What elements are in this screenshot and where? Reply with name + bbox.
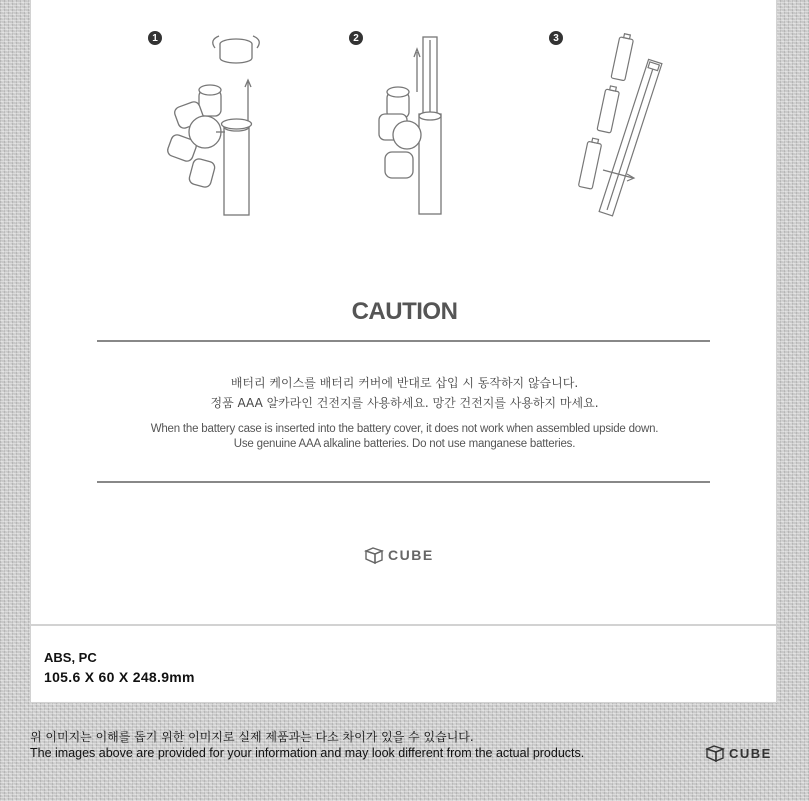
step-number-1: 1: [148, 31, 162, 45]
instruction-card: [30, 0, 777, 625]
caution-en-line-1: When the battery case is inserted into the battery cover, it does not work when assembled upside down.: [150, 423, 659, 435]
top-divider: [97, 340, 710, 342]
material-spec: ABS, PC: [44, 650, 97, 665]
footer-cube-logo: CUBE: [704, 743, 772, 763]
step-number-2: 2: [349, 31, 363, 45]
spec-box: [30, 625, 777, 703]
caution-ko-line-1: 배터리 케이스를 배터리 커버에 반대로 삽입 시 동작하지 않습니다.: [230, 376, 579, 390]
caution-ko-line-2: 정품 AAA 알카라인 건전지를 사용하세요. 망간 건전지를 사용하지 마세요.: [210, 396, 599, 410]
step-2-pull-battery-case-illustration: [371, 32, 451, 217]
bottom-divider: [97, 481, 710, 483]
step-3-insert-batteries-illustration: [563, 30, 673, 225]
cube-logo-icon: [704, 743, 726, 763]
dimensions-spec: 105.6 X 60 X 248.9mm: [44, 669, 195, 685]
disclaimer-ko: 위 이미지는 이해를 돕기 위한 이미지로 실제 제품과는 다소 차이가 있을 수 있습니다.: [30, 730, 474, 744]
caution-title: CAUTION: [351, 298, 458, 325]
step-number-3: 3: [549, 31, 563, 45]
step-1-remove-cap-illustration: [161, 32, 291, 217]
caution-en-line-2: Use genuine AAA alkaline batteries. Do not use manganese batteries.: [233, 438, 576, 450]
disclaimer-en: The images above are provided for your information and may look different from the actual products.: [30, 746, 585, 760]
cube-logo: CUBE: [363, 545, 434, 565]
cube-logo-icon: [363, 545, 385, 565]
